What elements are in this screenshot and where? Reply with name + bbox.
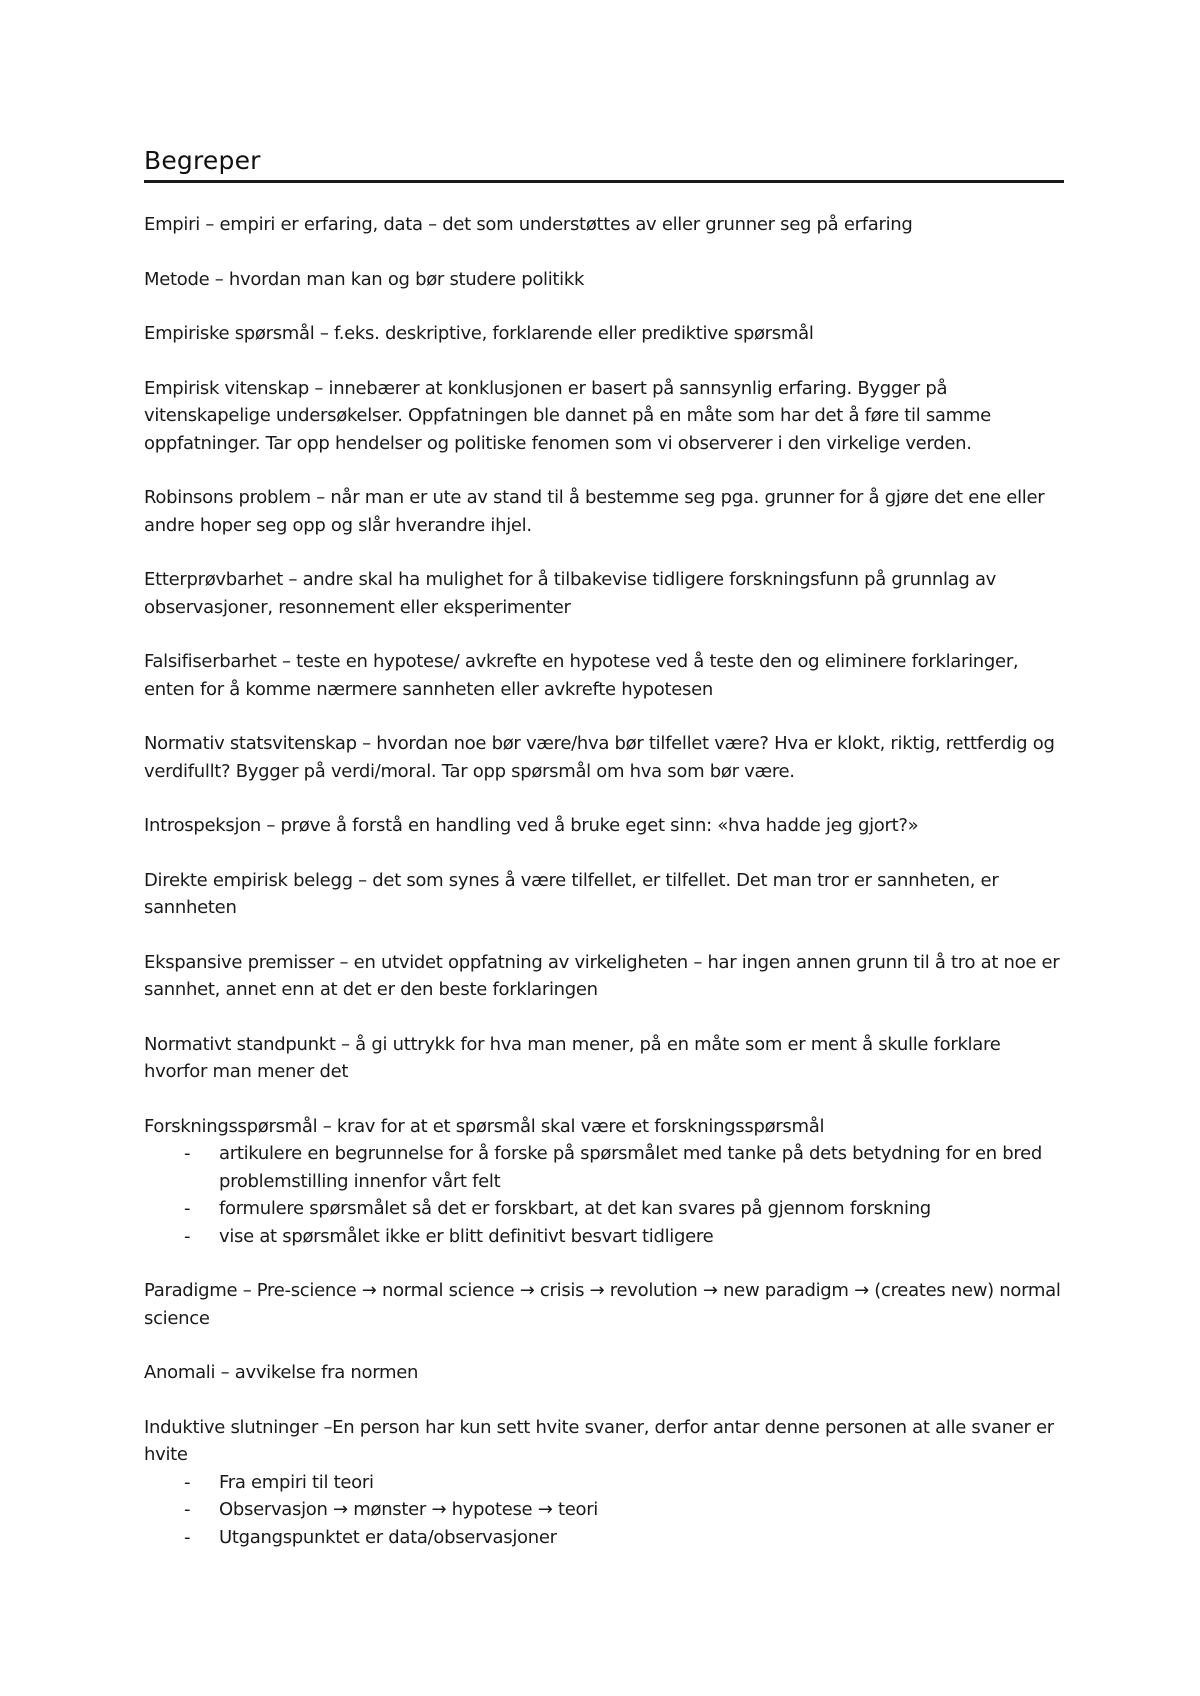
definition-text: Paradigme – Pre-science → normal science → crisis → revolution → new paradigm → (creates new) normal science bbox=[144, 1280, 1061, 1329]
bullet-dash: - bbox=[184, 1225, 191, 1247]
bullet-text: vise at spørsmålet ikke er blitt definitivt besvart tidligere bbox=[219, 1225, 714, 1247]
bullet-item bbox=[184, 1496, 1064, 1524]
definition-entry bbox=[144, 949, 1064, 1004]
definitions-list bbox=[144, 211, 1064, 1551]
definition-entry bbox=[144, 1277, 1064, 1332]
definition-text: Introspeksjon – prøve å forstå en handling ved å bruke eget sinn: «hva hadde jeg gjort?» bbox=[144, 815, 919, 836]
definition-text: Falsifiserbarhet – teste en hypotese/ avkrefte en hypotese ved å teste den og eliminere forklaringer, enten for å komme nærmere sannheten eller avkrefte hypotesen bbox=[144, 651, 1019, 700]
document-page bbox=[144, 144, 1064, 1578]
definition-text: Forskningsspørsmål – krav for at et spørsmål skal være et forskningsspørsmål bbox=[144, 1115, 825, 1137]
bullet-list bbox=[144, 1140, 1064, 1250]
bullet-text: Utgangspunktet er data/observasjoner bbox=[219, 1526, 557, 1548]
definition-entry bbox=[144, 1113, 1064, 1251]
definition-text: Normativt standpunkt – å gi uttrykk for hva man mener, på en måte som er ment å skulle forklare hvorfor man mener det bbox=[144, 1033, 1001, 1082]
definition-entry bbox=[144, 730, 1064, 785]
definition-text: Empiriske spørsmål – f.eks. deskriptive, forklarende eller prediktive spørsmål bbox=[144, 323, 814, 344]
definition-text: Etterprøvbarhet – andre skal ha mulighet for å tilbakevise tidligere forskningsfunn på grunnlag av observasjoner, resonnement eller eksperimenter bbox=[144, 569, 997, 618]
bullet-dash: - bbox=[184, 1526, 191, 1548]
bullet-dash: - bbox=[184, 1471, 191, 1493]
definition-entry bbox=[144, 648, 1064, 703]
definition-entry bbox=[144, 484, 1064, 539]
definition-entry bbox=[144, 867, 1064, 922]
definition-text: Direkte empirisk belegg – det som synes å være tilfellet, er tilfellet. Det man tror er sannheten, er sannheten bbox=[144, 869, 999, 918]
definition-text: Robinsons problem – når man er ute av stand til å bestemme seg pga. grunner for å gjøre det ene eller andre hoper seg opp og slår hverandre ihjel. bbox=[144, 487, 1045, 536]
definition-text: Metode – hvordan man kan og bør studere politikk bbox=[144, 268, 585, 290]
definition-text: Empirisk vitenskap – innebærer at konklusjonen er basert på sannsynlig erfaring. Bygger på vitenskapelige undersøkelser. Oppfatningen ble dannet på en måte som har det å føre til samme oppfatninger. Tar opp hendelser og politiske fenomen som vi observerer i den virkelige verden. bbox=[144, 377, 991, 454]
definition-entry bbox=[144, 375, 1064, 458]
definition-entry bbox=[144, 1359, 1064, 1387]
definition-entry bbox=[144, 566, 1064, 621]
definition-text: Anomali – avvikelse fra normen bbox=[144, 1362, 419, 1383]
bullet-item bbox=[184, 1469, 1064, 1497]
definition-entry bbox=[144, 1414, 1064, 1552]
definition-entry bbox=[144, 320, 1064, 348]
definition-text: Induktive slutninger –En person har kun sett hvite svaner, derfor antar denne personen at alle svaner er hvite bbox=[144, 1416, 1054, 1465]
definition-text: Normativ statsvitenskap – hvordan noe bør være/hva bør tilfellet være? Hva er klokt, riktig, rettferdig og verdifullt? Bygger på verdi/moral. Tar opp spørsmål om hva som bør være. bbox=[144, 733, 1055, 782]
bullet-text: Observasjon → mønster → hypotese → teori bbox=[219, 1499, 598, 1520]
bullet-item bbox=[184, 1140, 1064, 1195]
bullet-text: artikulere en begrunnelse for å forske på spørsmålet med tanke på dets betydning for en bred problemstilling innenfor vårt felt bbox=[219, 1143, 1043, 1192]
bullet-dash: - bbox=[184, 1198, 191, 1219]
bullet-item bbox=[184, 1524, 1064, 1552]
definition-entry bbox=[144, 211, 1064, 239]
bullet-dash: - bbox=[184, 1499, 191, 1520]
bullet-text: formulere spørsmålet så det er forskbart, at det kan svares på gjennom forskning bbox=[219, 1198, 931, 1219]
bullet-dash: - bbox=[184, 1143, 191, 1164]
definition-text: Ekspansive premisser – en utvidet oppfatning av virkeligheten – har ingen annen grunn til å tro at noe er sannhet, annet enn at det er den beste forklaringen bbox=[144, 951, 1060, 1000]
definition-entry bbox=[144, 266, 1064, 294]
bullet-item bbox=[184, 1195, 1064, 1223]
definition-entry bbox=[144, 1031, 1064, 1086]
definition-text: Empiri – empiri er erfaring, data – det som understøttes av eller grunner seg på erfaring bbox=[144, 214, 913, 235]
definition-entry bbox=[144, 812, 1064, 840]
bullet-text: Fra empiri til teori bbox=[219, 1471, 374, 1493]
page-heading: Begreper bbox=[144, 144, 1064, 183]
bullet-list bbox=[144, 1469, 1064, 1552]
bullet-item bbox=[184, 1223, 1064, 1251]
